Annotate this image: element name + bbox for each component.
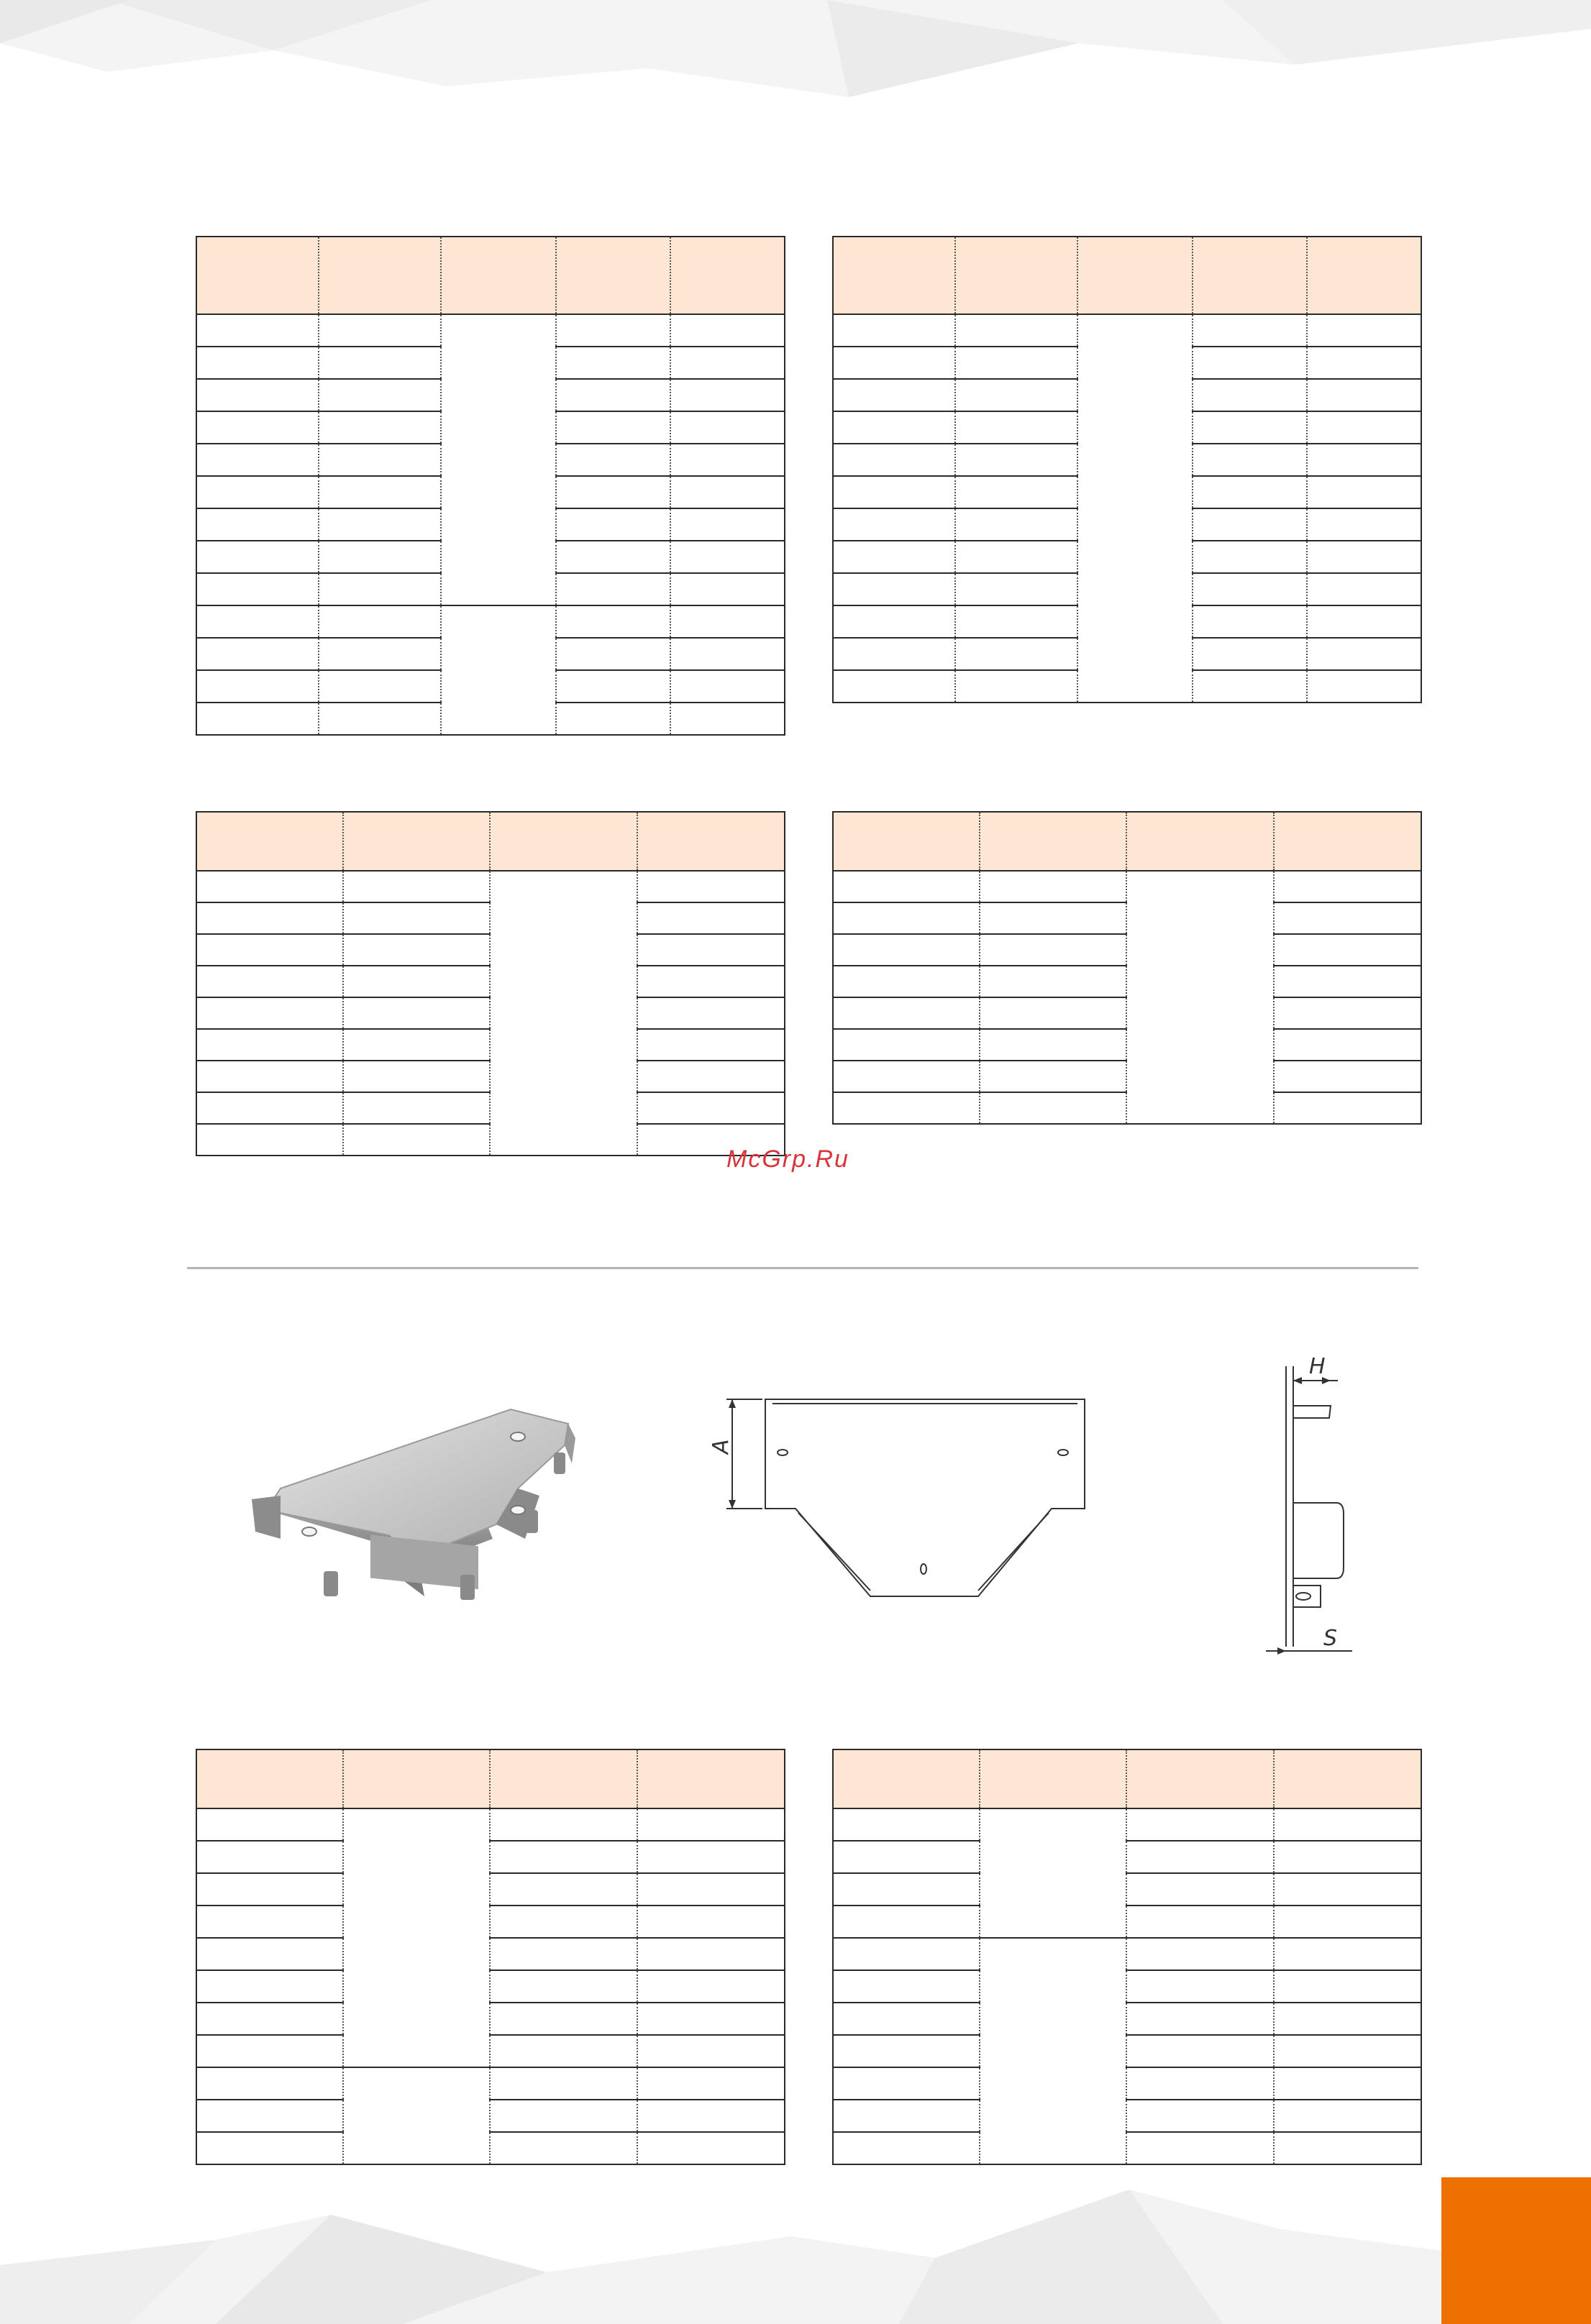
table-header-cell	[196, 812, 343, 871]
spec-table-1	[196, 236, 785, 736]
table-header-cell	[196, 1749, 343, 1808]
section-divider	[187, 1267, 1418, 1269]
table-header-cell	[343, 812, 490, 871]
table-row	[833, 1906, 1421, 1938]
table-header-cell	[637, 1749, 785, 1808]
table-header-cell	[319, 237, 441, 314]
table-header-cell	[1193, 237, 1307, 314]
table-row	[833, 314, 1421, 347]
spec-table-5	[196, 1749, 785, 2165]
dimension-h-label: H	[1309, 1354, 1326, 1379]
table-header-cell	[1077, 237, 1193, 314]
table-row	[196, 1970, 785, 2003]
table-row	[833, 2035, 1421, 2067]
table-row	[196, 605, 785, 638]
table-header-cell	[833, 812, 980, 871]
table-header-cell	[1274, 812, 1421, 871]
table-header-cell	[955, 237, 1077, 314]
watermark: McGrp.Ru	[726, 1145, 849, 1173]
page-corner-tab	[1441, 2177, 1591, 2324]
table-row	[833, 2067, 1421, 2100]
table-header-cell	[196, 237, 319, 314]
table-header-cell	[637, 812, 785, 871]
spec-table-2	[832, 236, 1422, 703]
table-header-cell	[1274, 1749, 1421, 1808]
spec-table-4	[832, 811, 1422, 1125]
table-header-cell	[670, 237, 785, 314]
table-row	[196, 1808, 785, 1841]
tee-side-drawing	[1252, 1337, 1367, 1668]
table-header-cell	[833, 237, 955, 314]
table-header-cell	[441, 237, 556, 314]
table-header-cell	[980, 812, 1126, 871]
spec-table-6	[832, 1749, 1422, 2165]
table-row	[833, 871, 1421, 902]
table-header-cell	[490, 1749, 637, 1808]
table-header-cell	[1126, 1749, 1274, 1808]
table-row	[196, 1841, 785, 1873]
table-row	[833, 1970, 1421, 2003]
table-row	[833, 1873, 1421, 1906]
table-row	[196, 2100, 785, 2132]
table-row	[833, 1808, 1421, 1841]
table-header-cell	[980, 1749, 1126, 1808]
table-row	[833, 1841, 1421, 1873]
table-row	[196, 2035, 785, 2067]
table-row	[196, 1873, 785, 1906]
table-row	[833, 1938, 1421, 1970]
table-header-cell	[1307, 237, 1421, 314]
table-row	[196, 871, 785, 902]
table-header-cell	[343, 1749, 490, 1808]
dimension-s-label: S	[1323, 1626, 1338, 1651]
table-row	[196, 2067, 785, 2100]
table-header-cell	[833, 1749, 980, 1808]
table-row	[833, 2132, 1421, 2164]
spec-table-3	[196, 811, 785, 1156]
tee-plan-drawing	[690, 1381, 1093, 1618]
bottom-decoration	[0, 2179, 1591, 2324]
table-header-cell	[1126, 812, 1274, 871]
dimension-a-label: A	[708, 1439, 734, 1454]
table-row	[196, 2132, 785, 2164]
table-header-cell	[556, 237, 670, 314]
table-row	[196, 1938, 785, 1970]
tee-piece-photo	[237, 1395, 597, 1639]
table-row	[196, 1906, 785, 1938]
table-row	[833, 2003, 1421, 2035]
table-row	[833, 2100, 1421, 2132]
table-header-cell	[490, 812, 637, 871]
table-row	[196, 2003, 785, 2035]
top-decoration	[0, 0, 1591, 108]
table-row	[196, 314, 785, 347]
